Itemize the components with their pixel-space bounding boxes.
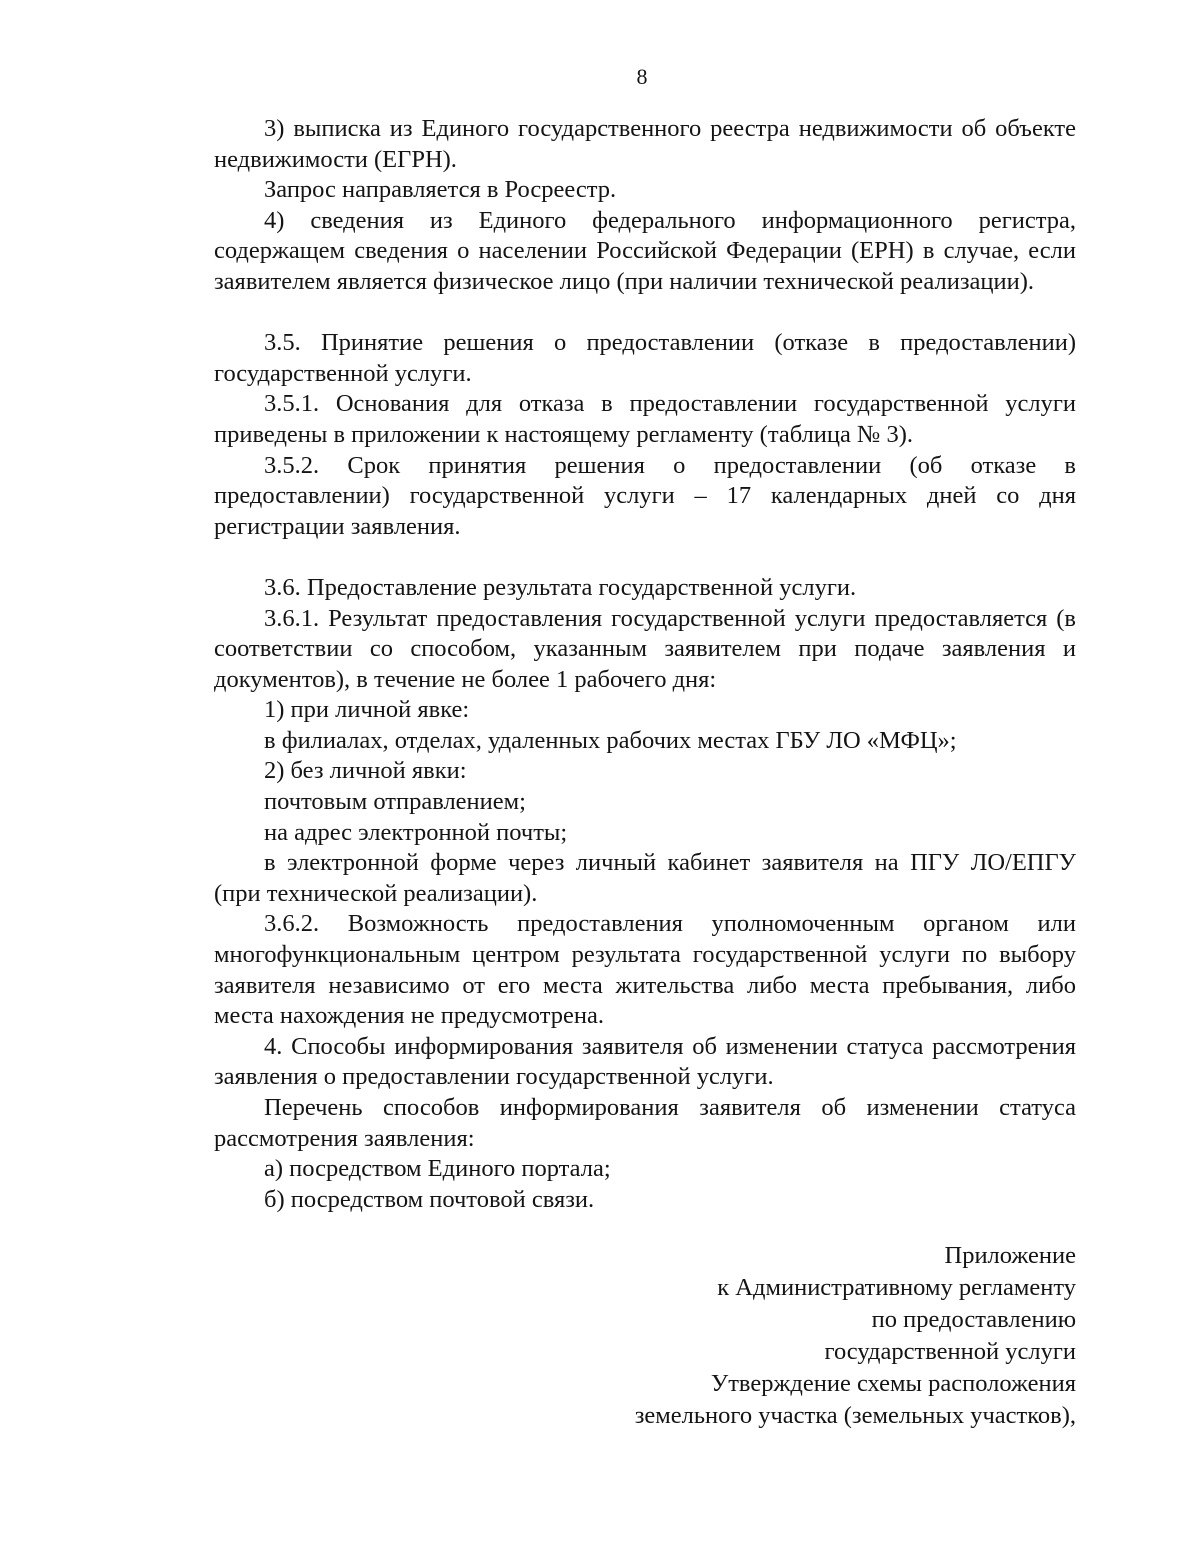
appendix-line: Приложение <box>944 1242 1076 1269</box>
list-item-email: на адрес электронной почты; <box>264 818 568 846</box>
appendix-line: к Административному регламенту <box>717 1274 1076 1301</box>
list-item-postal: почтовым отправлением; <box>264 788 526 816</box>
appendix-line: Утверждение схемы расположения <box>710 1370 1076 1397</box>
paragraph-3-5-2: 3.5.2. Срок принятия решения о предоставлении (об отказе в предоставлении) государственной услуги – 17 календарных дней со дня регистрации заявления. <box>214 451 1076 540</box>
list-item-mfc-branches: в филиалах, отделах, удаленных рабочих местах ГБУ ЛО «МФЦ»; <box>264 726 957 754</box>
section-4-heading: 4. Способы информирования заявителя об изменении статуса рассмотрения заявления о предоставлении государственной услуги. <box>214 1032 1076 1091</box>
paragraph-ern-register: 4) сведения из Единого федерального информационного регистра, содержащем сведения о населении Российской Федерации (ЕРН) в случае, если заявителем является физическое лицо (при наличии технической реализации). <box>214 206 1076 295</box>
paragraph-egrn-extract: 3) выписка из Единого государственного реестра недвижимости об объекте недвижимости (ЕГРН). <box>214 115 1076 173</box>
paragraph-3-6-2: 3.6.2. Возможность предоставления уполномоченным органом или многофункциональным центром результата государственной услуги по выбору заявителя независимо от его места жительства либо места пребывания, либо места нахождения не предусмотрена. <box>214 910 1076 1030</box>
section-3-6-heading: 3.6. Предоставление результата государственной услуги. <box>264 573 857 601</box>
list-item-unified-portal: а) посредством Единого портала; <box>264 1155 611 1183</box>
appendix-line: земельного участка (земельных участков), <box>634 1402 1076 1429</box>
list-item-no-visit: 2) без личной явки: <box>264 757 467 785</box>
appendix-line: государственной услуги <box>824 1338 1076 1365</box>
list-item-postal-service: б) посредством почтовой связи. <box>264 1185 595 1213</box>
paragraph-3-6-1: 3.6.1. Результат предоставления государственной услуги предоставляется (в соответствии со способом, указанным заявителем при подаче заявления и документов), в течение не более 1 рабочего дня: <box>214 604 1076 693</box>
list-item-personal-visit: 1) при личной явке: <box>264 696 470 724</box>
section-3-5-heading: 3.5. Принятие решения о предоставлении (отказе в предоставлении) государственной услуги. <box>214 329 1076 387</box>
document-body <box>214 114 1076 1215</box>
paragraph-3-5-1: 3.5.1. Основания для отказа в предоставлении государственной услуги приведены в приложении к настоящему регламенту (таблица № 3). <box>214 390 1076 448</box>
page-number: 8 <box>636 64 648 89</box>
appendix-header <box>456 1240 1076 1432</box>
appendix-line: по предоставлению <box>871 1306 1076 1333</box>
paragraph-rosreestr-request: Запрос направляется в Росреестр. <box>264 176 617 204</box>
paragraph-informing-methods: Перечень способов информирования заявителя об изменении статуса рассмотрения заявления: <box>214 1094 1076 1152</box>
list-item-electronic-cabinet: в электронной форме через личный кабинет заявителя на ПГУ ЛО/ЕПГУ (при технической реализации). <box>214 849 1076 907</box>
